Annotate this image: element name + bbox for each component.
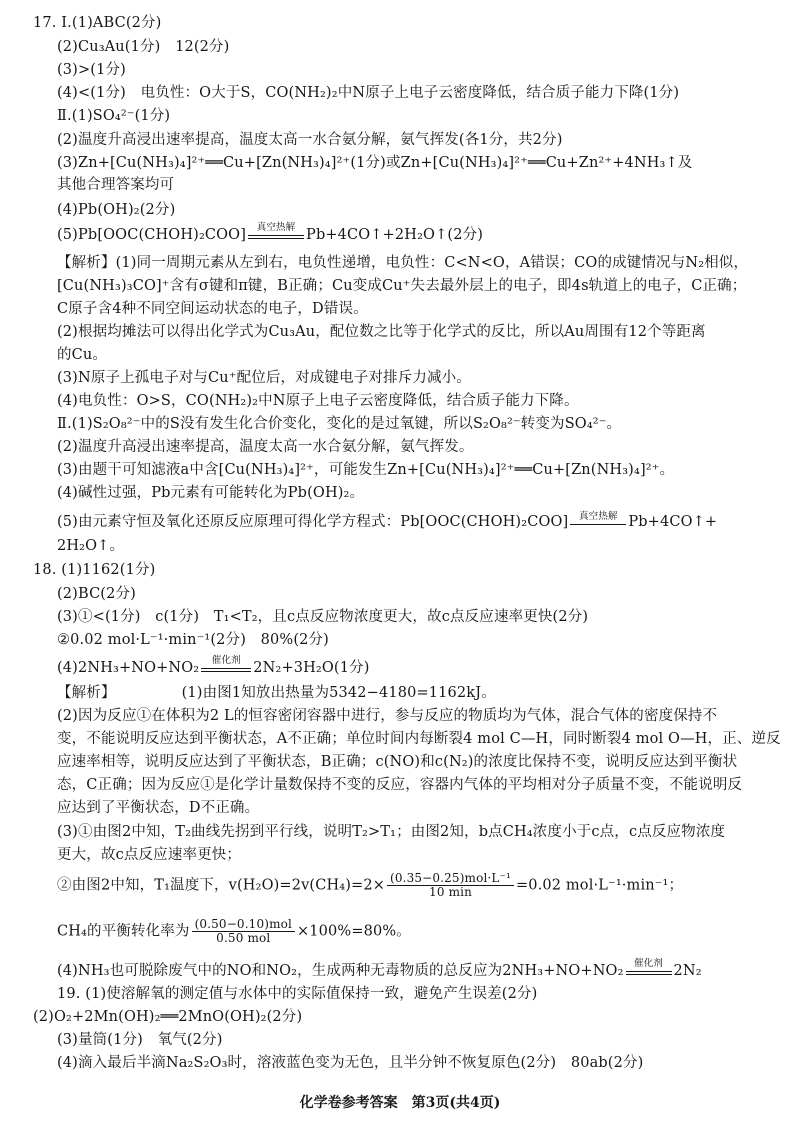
- text-line: (4)电负性：O>S，CO(NH₂)₂中N原子上电子云密度降低，结合质子能力下降。: [57, 393, 579, 409]
- text-line: 【解析】(1)同一周期元素从左到右，电负性递增，电负性：C<N<O，A错误；CO的成键情况与N₂相似，: [57, 255, 749, 271]
- q17-part2-1: [57, 107, 800, 125]
- text-line: (3)N原子上孤电子对与Cu⁺配位后，对成键电子对排斥力减小。: [57, 370, 471, 386]
- q17-analysis-9: [57, 461, 800, 479]
- text-line: Ⅱ.(1)S₂O₈²⁻中的S没有发生化合价变化，变化的是过氧键，所以S₂O₈²⁻转变为SO₄²⁻。: [57, 416, 622, 432]
- text-line: (2)O₂+2Mn(OH)₂══2MnO(OH)₂(2分): [33, 1009, 303, 1025]
- text-line: (3)①由图2中知，T₂曲线先拐到平行线，说明T₂>T₁；由图2知，b点CH₄浓度小于c点，c点反应物浓度: [57, 824, 726, 840]
- q18-analysis-4-cont: [57, 985, 800, 1003]
- reaction-condition: 真空热解: [579, 510, 618, 522]
- q17-analysis-5: [57, 369, 800, 387]
- equation-right: Pb+4CO↑+2H₂O↑(2分): [306, 227, 484, 243]
- text-line: (3)量筒(1分) 氧气(2分): [57, 1032, 223, 1048]
- q18-analysis-4: [57, 958, 800, 980]
- q18-4: [57, 655, 800, 677]
- equation-left: (5)由元素守恒及氧化还原反应原理可得化学方程式：Pb[OOC(CHOH)₂COO]: [57, 514, 569, 530]
- text-line: (3)>(1分): [57, 62, 126, 78]
- q17-part1-1: [33, 14, 800, 32]
- reaction-arrow: [626, 959, 672, 975]
- text-line: 17. Ⅰ.(1)ABC(2分): [33, 15, 162, 31]
- text-line: (2)温度升高浸出速率提高，温度太高一水合氨分解，氨气挥发。: [57, 439, 474, 455]
- q17-part2-2: [57, 131, 800, 149]
- fraction-denominator: 10 min: [429, 885, 472, 899]
- text-line: Ⅱ.(1)SO₄²⁻(1分): [57, 108, 171, 124]
- q18-2: [57, 585, 800, 603]
- q17-analysis-11-cont: [57, 537, 800, 555]
- q18-3: [57, 608, 800, 626]
- text-line: 变，不能说明反应达到平衡状态，A不正确；单位时间内每断裂4 mol C—H，同时断裂4 mol O—H，正、逆反: [57, 731, 781, 747]
- q17-analysis-3: [57, 300, 800, 318]
- text-line: (2)根据均摊法可以得出化学式为Cu₃Au，配位数之比等于化学式的反比，所以Au周围有12个等距离: [57, 324, 706, 340]
- text-line: 态，C正确；因为反应①是化学计量数保持不变的反应，容器内气体的平均相对分子质量不变，不能说明反: [57, 777, 743, 793]
- text-line: 【解析】 (1)由图1知放出热量为5342−4180=1162kJ。: [57, 685, 496, 701]
- text-line: [Cu(NH₃)₃CO]⁺含有σ键和π键，B正确；Cu变成Cu⁺失去最外层上的电子，即4s轨道上的电子，C正确；: [57, 278, 747, 294]
- equation-right: Pb+4CO↑+: [628, 514, 718, 530]
- q17-analysis-6: [57, 392, 800, 410]
- q18-1: [33, 561, 800, 579]
- reaction-condition: 催化剂: [211, 655, 241, 666]
- equation-right: ×100%=80%。: [296, 923, 411, 940]
- q18-analysis-7: [57, 823, 800, 841]
- text-line: 应达到了平衡状态，D不正确。: [57, 800, 260, 816]
- q17-analysis-8: [57, 438, 800, 456]
- text-line: (2)BC(2分): [57, 586, 136, 602]
- page-footer: 化学卷参考答案 第3页(共4页): [299, 1095, 501, 1111]
- text-line: (3)①<(1分) c(1分) T₁<T₂，且c点反应物浓度更大，故c点反应速率更快(2分): [57, 609, 589, 625]
- q17-analysis-2: [57, 277, 800, 295]
- reaction-condition: 真空热解: [256, 222, 296, 233]
- q18-analysis-conversion: [57, 918, 800, 945]
- text-line: ②0.02 mol·L⁻¹·min⁻¹(2分) 80%(2分): [57, 632, 329, 648]
- q17-analysis-1: [57, 254, 800, 272]
- fraction-numerator: (0.50−0.10)mol: [192, 918, 295, 932]
- q17-part2-3-cont: [57, 176, 800, 194]
- q18-analysis-rate: [57, 872, 800, 899]
- text-line: C原子含4种不同空间运动状态的电子，D错误。: [57, 301, 368, 317]
- text-line: (4)碱性过强，Pb元素有可能转化为Pb(OH)₂。: [57, 485, 365, 501]
- q18-analysis-1: [57, 684, 800, 702]
- q17-analysis-4-cont: [57, 346, 800, 364]
- q18-analysis-6: [57, 799, 800, 817]
- text-line: (4)滴入最后半滴Na₂S₂O₃时，溶液蓝色变为无色，且半分钟不恢复原色(2分) 80ab(2分): [57, 1055, 644, 1071]
- q17-analysis-7: [57, 415, 800, 433]
- text-line: (3)Zn+[Cu(NH₃)₄]²⁺══Cu+[Zn(NH₃)₄]²⁺(1分)或Zn+[Cu(NH₃)₄]²⁺══Cu+Zn²⁺+4NH₃↑及: [57, 155, 693, 171]
- text-line: 更大，故c点反应速率更快；: [57, 847, 242, 863]
- q17-part1-4: [57, 84, 800, 102]
- q17-analysis-4: [57, 323, 800, 341]
- text-line: (2)温度升高浸出速率提高，温度太高一水合氨分解，氨气挥发(各1分，共2分): [57, 132, 563, 148]
- equation-right: 2N₂+3H₂O(1分): [253, 660, 370, 676]
- text-line: (4)Pb(OH)₂(2分): [57, 202, 176, 218]
- q17-part1-2: [57, 38, 800, 56]
- equation-left: (4)NH₃也可脱除废气中的NO和NO₂，生成两种无毒物质的总反应为2NH₃+NO+NO₂: [57, 963, 624, 979]
- text-line: 应速率相等，说明反应达到了平衡状态，B正确；c(NO)和c(N₂)的浓度比保持不变，说明反应达到平衡状: [57, 754, 738, 770]
- equation-right: =0.02 mol·L⁻¹·min⁻¹；: [515, 877, 684, 894]
- q18-analysis-4: [57, 753, 800, 771]
- q19-3: [57, 1054, 800, 1072]
- equation-left: (5)Pb[OOC(CHOH)₂COO]: [57, 227, 247, 243]
- q18-analysis-2: [57, 707, 800, 725]
- q18-analysis-7-cont: [57, 846, 800, 864]
- q17-part2-5: [57, 222, 800, 244]
- fraction-numerator: (0.35−0.25)mol·L⁻¹: [387, 872, 514, 886]
- text-line: 2H₂O↑。: [57, 538, 125, 554]
- text-line: 其他合理答案均可: [57, 177, 175, 193]
- q17-part2-3: [57, 154, 800, 172]
- text-line: 19. (1)使溶解氧的测定值与水体中的实际值保持一致，避免产生误差(2分): [57, 986, 538, 1002]
- text-line: (2)Cu₃Au(1分) 12(2分): [57, 39, 230, 55]
- text-line: (4)<(1分) 电负性：O大于S，CO(NH₂)₂中N原子上电子云密度降低，结合质子能力下降(1分): [57, 85, 680, 101]
- reaction-condition: 催化剂: [634, 958, 663, 969]
- q18-3-2: [57, 631, 800, 649]
- fraction: [387, 872, 514, 899]
- text-line: 18. (1)1162(1分): [33, 562, 156, 578]
- q17-part1-3: [57, 61, 800, 79]
- text-line: (3)由题干可知滤液a中含[Cu(NH₃)₄]²⁺，可能发生Zn+[Cu(NH₃)₄]²⁺══Cu+[Zn(NH₃)₄]²⁺。: [57, 462, 675, 478]
- q17-part2-4: [57, 201, 800, 219]
- equation-left: (4)2NH₃+NO+NO₂: [57, 660, 200, 676]
- reaction-arrow: [201, 656, 251, 672]
- reaction-arrow: [570, 512, 626, 525]
- equation-right: 2N₂: [673, 963, 702, 979]
- fraction-denominator: 0.50 mol: [216, 931, 271, 945]
- q19-1: [33, 1008, 800, 1026]
- equation-left: CH₄的平衡转化率为: [57, 923, 190, 940]
- q17-analysis-11: [57, 510, 800, 531]
- text-line: 的Cu。: [57, 347, 108, 363]
- q19-2: [57, 1031, 800, 1049]
- q18-analysis-3: [57, 730, 800, 748]
- fraction: [192, 918, 295, 945]
- q18-analysis-5: [57, 776, 800, 794]
- reaction-arrow: [248, 223, 304, 239]
- equation-left: ②由图2中知，T₁温度下，v(H₂O)=2v(CH₄)=2×: [57, 877, 386, 894]
- q17-analysis-10: [57, 484, 800, 502]
- text-line: (2)因为反应①在体积为2 L的恒容密闭容器中进行，参与反应的物质均为气体，混合气体的密度保持不: [57, 708, 718, 724]
